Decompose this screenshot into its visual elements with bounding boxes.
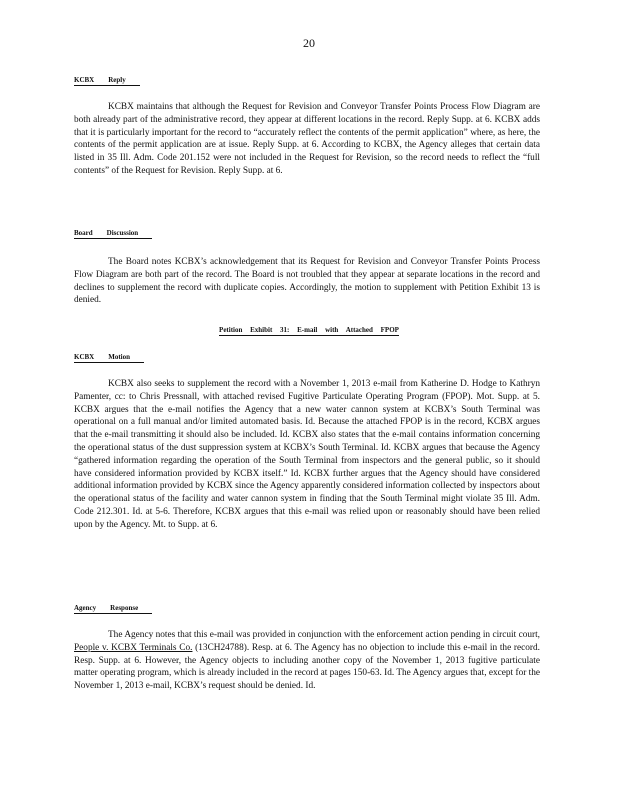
response-text-before-case: The Agency notes that this e-mail was provided in conjunction with the enforcement action pending in circuit court,: [108, 630, 540, 640]
paragraph-board-discussion: The Board notes KCBX’s acknowledgement that its Request for Revision and Conveyor Transfer Points Process Flow Diagram are both part of the record. The Board is not troubled that they appear at separate locations in the record and declines to supplement the record with duplicate copies. Accordingly, the motion to supplement with Petition Exhibit 13 is denied.: [74, 257, 540, 306]
section-heading-kcbx-reply: [74, 76, 140, 86]
page-number: 20: [303, 36, 315, 50]
paragraph-agency-response: [74, 629, 540, 693]
heading-word: KCBX: [74, 353, 95, 361]
paragraph-kcbx-reply: KCBX maintains that although the Request for Revision and Conveyor Transfer Points Process Flow Diagram are both already part of the administrative record, they appear at different locations in the record. Reply Supp. at 6. KCBX adds that it is particularly important for the record to “accurately reflect the contents of the permit application” where, as here, the contents of the permit application are at issue. Reply Supp. at 6. According to KCBX, the Agency alleges that certain data listed in 35 Ill. Adm. Code 201.152 were not included in the Request for Revision, so the record needs to reflect the “full contents” of the Request for Revision. Reply Supp. at 6.: [74, 102, 540, 176]
heading-word: KCBX: [74, 76, 95, 84]
heading-word: Reply: [108, 76, 126, 84]
exhibit-heading-text: Petition Exhibit 31: E-mail with Attached FPOP: [219, 326, 399, 334]
heading-word: Discussion: [106, 229, 139, 237]
heading-word: Board: [74, 229, 93, 237]
exhibit-heading: [0, 326, 618, 334]
section-heading-kcbx-motion: [74, 353, 144, 363]
heading-word: Agency: [74, 604, 97, 612]
paragraph-kcbx-motion: KCBX also seeks to supplement the record with a November 1, 2013 e-mail from Katherine D. Hodge to Kathryn Pamenter, cc: to Chris Pressnall, with attached revised Fugitive Particulate Operating Program (FPOP). Mot. Supp. at 5. KCBX argues that the e-mail notifies the Agency that a new water cannon system at KCBX’s South Terminal was operational on a full manual and/or limited automated basis. Id. Because the attached FPOP is in the record, KCBX argues that the e-mail transmitting it should also be included. Id. KCBX also states that the e-mail contains information concerning the operational status of the dust suppression system at KCBX’s South Terminal. Id. KCBX argues that because the Agency “gathered information regarding the operation of the South Terminal from inspectors and the general public, so it should have considered information provided by KCBX itself.” Id. KCBX further argues that the Agency should have considered additional information provided by KCBX since the Agency apparently considered information collected by inspectors about the operational status of the facility and water cannon system in finding that the South Terminal might violate 35 Ill. Adm. Code 212.301. Id. at 5-6. Therefore, KCBX argues that this e-mail was relied upon or reasonably should have been relied upon by the Agency. Mt. to Supp. at 6.: [74, 379, 540, 530]
case-citation: People v. KCBX Terminals Co.: [74, 642, 193, 653]
response-text-after-case: (13CH24788). Resp. at 6. The Agency has no objection to include this e-mail in the record. Resp. Supp. at 6. However, the Agency objects to including another copy of the November 1, 2013 fugitive particulate matter operating program, which is already included in the record at pages 150-63. Id. The Agency argues that, except for the November 1, 2013 e-mail, KCBX’s request should be denied. Id.: [74, 642, 540, 692]
heading-word: Response: [110, 604, 139, 612]
section-heading-agency-response: [74, 604, 152, 614]
section-heading-board-discussion: [74, 229, 152, 239]
heading-word: Motion: [108, 353, 131, 361]
